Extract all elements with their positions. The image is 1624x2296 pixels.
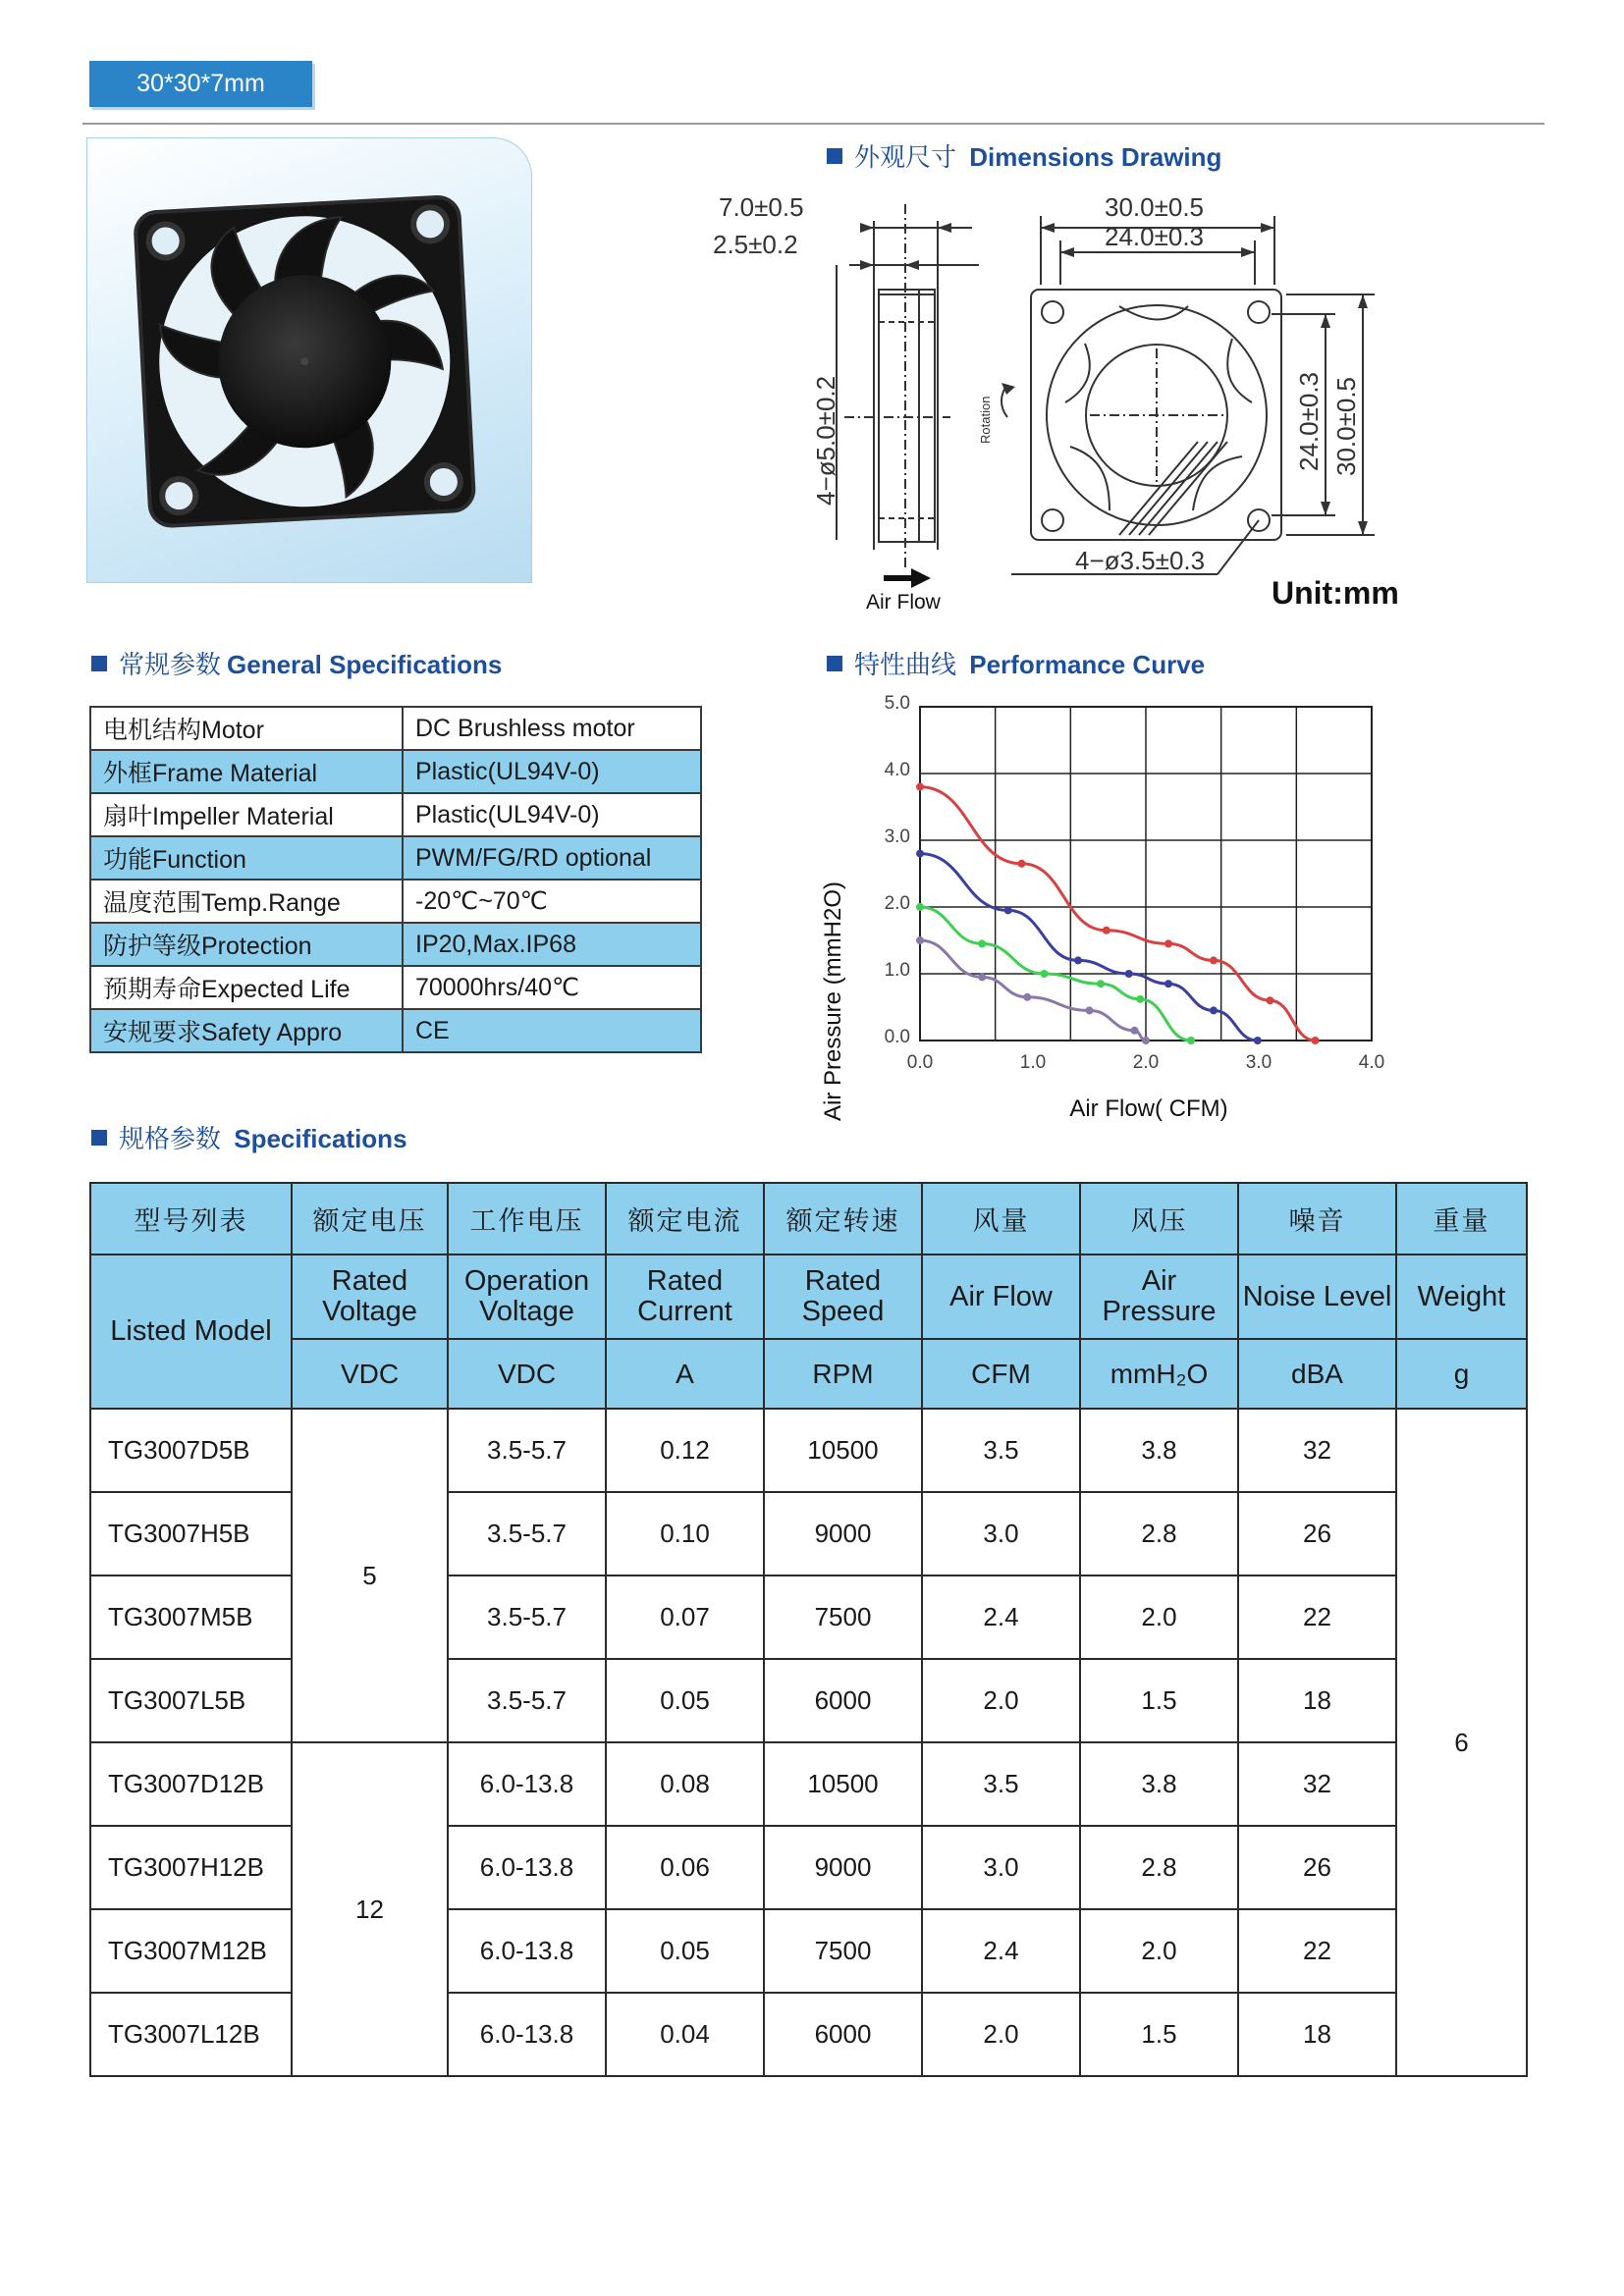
th-unit: VDC bbox=[292, 1339, 448, 1409]
unit-label: Unit:mm bbox=[1272, 575, 1399, 611]
section-bullet bbox=[827, 656, 842, 671]
spec-key: 功能Function bbox=[90, 836, 403, 880]
x-tick-label: 0.0 bbox=[906, 1052, 934, 1073]
x-tick-label: 2.0 bbox=[1132, 1052, 1160, 1073]
data-point bbox=[1267, 996, 1274, 1004]
cell-air-flow: 2.0 bbox=[922, 1659, 1080, 1742]
data-point bbox=[1210, 956, 1218, 964]
data-point bbox=[1187, 1037, 1195, 1044]
data-point bbox=[1164, 980, 1172, 988]
cell-weight: 6 bbox=[1396, 1409, 1527, 2076]
th-unit: RPM bbox=[764, 1339, 922, 1409]
th-unit: A bbox=[606, 1339, 764, 1409]
data-point bbox=[1018, 860, 1026, 868]
data-point bbox=[978, 939, 986, 947]
cell-noise: 26 bbox=[1238, 1826, 1396, 1909]
cell-current: 0.04 bbox=[606, 1993, 764, 2076]
data-point bbox=[1041, 970, 1049, 978]
general-specs-table bbox=[89, 706, 702, 1053]
cell-speed: 6000 bbox=[764, 1659, 922, 1742]
cell-air-flow: 3.0 bbox=[922, 1492, 1080, 1575]
size-tag: 30*30*7mm bbox=[89, 61, 312, 107]
cell-noise: 22 bbox=[1238, 1575, 1396, 1659]
th-cn: 额定电流 bbox=[606, 1183, 764, 1255]
th-unit: mmH₂O bbox=[1080, 1339, 1238, 1409]
th-cn: 噪音 bbox=[1238, 1183, 1396, 1255]
cell-model: TG3007M5B bbox=[90, 1575, 292, 1659]
spec-row bbox=[90, 836, 701, 880]
data-point bbox=[1125, 970, 1133, 978]
spec-row bbox=[90, 966, 701, 1009]
th-unit: VDC bbox=[448, 1339, 606, 1409]
th-en: Operation Voltage bbox=[448, 1255, 606, 1339]
cell-speed: 9000 bbox=[764, 1492, 922, 1575]
spec-row bbox=[90, 707, 701, 750]
cell-air-pressure: 1.5 bbox=[1080, 1993, 1238, 2076]
spec-value: IP20,Max.IP68 bbox=[403, 923, 701, 966]
y-tick-label: 1.0 bbox=[884, 960, 910, 981]
cell-model: TG3007D12B bbox=[90, 1742, 292, 1826]
rotation-label: Rotation bbox=[978, 396, 993, 444]
th-cn: 风压 bbox=[1080, 1183, 1238, 1255]
data-point bbox=[978, 973, 986, 981]
th-en: Air Flow bbox=[922, 1255, 1080, 1339]
cell-op-voltage: 6.0-13.8 bbox=[448, 1993, 606, 2076]
th-unit: dBA bbox=[1238, 1339, 1396, 1409]
cell-noise: 18 bbox=[1238, 1993, 1396, 2076]
cell-noise: 32 bbox=[1238, 1742, 1396, 1826]
data-point bbox=[1086, 1006, 1094, 1014]
y-tick-label: 0.0 bbox=[884, 1027, 910, 1047]
cell-rated-voltage: 12 bbox=[292, 1742, 448, 2076]
th-cn: 工作电压 bbox=[448, 1183, 606, 1255]
spec-value: CE bbox=[403, 1009, 701, 1052]
cell-current: 0.12 bbox=[606, 1409, 764, 1492]
general-title-cn: 常规参数 bbox=[119, 650, 222, 679]
data-point bbox=[1136, 995, 1144, 1003]
spec-row bbox=[90, 750, 701, 793]
spec-row bbox=[90, 923, 701, 966]
spec-key: 预期寿命Expected Life bbox=[90, 966, 403, 1009]
cell-current: 0.05 bbox=[606, 1659, 764, 1742]
cell-speed: 7500 bbox=[764, 1909, 922, 1993]
data-point bbox=[916, 783, 924, 791]
cell-speed: 6000 bbox=[764, 1993, 922, 2076]
cell-speed: 9000 bbox=[764, 1826, 922, 1909]
cell-model: TG3007M12B bbox=[90, 1909, 292, 1993]
air-flow-label: Air Flow bbox=[866, 591, 941, 614]
spec-value: 70000hrs/40℃ bbox=[403, 966, 701, 1009]
th-unit: CFM bbox=[922, 1339, 1080, 1409]
data-point bbox=[916, 850, 924, 858]
th-cn: 额定电压 bbox=[292, 1183, 448, 1255]
spec-row bbox=[90, 1009, 701, 1052]
data-point bbox=[1312, 1037, 1320, 1044]
x-axis-label: Air Flow( CFM) bbox=[1069, 1095, 1228, 1122]
cell-air-pressure: 2.0 bbox=[1080, 1575, 1238, 1659]
spec-row bbox=[90, 880, 701, 923]
cell-noise: 32 bbox=[1238, 1409, 1396, 1492]
th-cn: 型号列表 bbox=[90, 1183, 292, 1255]
y-tick-label: 3.0 bbox=[884, 827, 910, 847]
cell-noise: 26 bbox=[1238, 1492, 1396, 1575]
cell-speed: 10500 bbox=[764, 1409, 922, 1492]
data-point bbox=[1210, 1006, 1218, 1014]
cell-model: TG3007L12B bbox=[90, 1993, 292, 2076]
spec-value: Plastic(UL94V-0) bbox=[403, 750, 701, 793]
cell-model: TG3007H5B bbox=[90, 1492, 292, 1575]
cell-air-pressure: 2.0 bbox=[1080, 1909, 1238, 1993]
x-tick-label: 1.0 bbox=[1019, 1052, 1047, 1073]
data-point bbox=[1023, 993, 1031, 1001]
header-row-en bbox=[90, 1255, 1527, 1339]
cell-rated-voltage: 5 bbox=[292, 1409, 448, 1742]
data-point bbox=[1142, 1037, 1150, 1044]
y-axis-label: Air Pressure (mmH2O) bbox=[820, 881, 846, 1122]
dim-outer-width: 30.0±0.5 bbox=[1105, 192, 1205, 222]
y-tick-label: 4.0 bbox=[884, 760, 910, 780]
performance-title-en: Performance Curve bbox=[969, 650, 1206, 679]
specifications-title-en: Specifications bbox=[234, 1124, 407, 1153]
header-divider bbox=[82, 123, 1544, 125]
cell-current: 0.10 bbox=[606, 1492, 764, 1575]
th-cn: 风量 bbox=[922, 1183, 1080, 1255]
dim-side-hole: 4−ø5.0±0.2 bbox=[811, 375, 840, 506]
performance-title bbox=[827, 645, 1205, 681]
cell-op-voltage: 6.0-13.8 bbox=[448, 1909, 606, 1993]
cell-air-flow: 2.4 bbox=[922, 1575, 1080, 1659]
cell-model: TG3007D5B bbox=[90, 1409, 292, 1492]
spec-value: PWM/FG/RD optional bbox=[403, 836, 701, 880]
cell-air-flow: 2.4 bbox=[922, 1909, 1080, 1993]
cell-model: TG3007H12B bbox=[90, 1826, 292, 1909]
th-unit: g bbox=[1396, 1339, 1527, 1409]
cell-air-pressure: 3.8 bbox=[1080, 1742, 1238, 1826]
cell-air-pressure: 1.5 bbox=[1080, 1659, 1238, 1742]
y-tick-label: 2.0 bbox=[884, 893, 910, 914]
th-cn: 额定转速 bbox=[764, 1183, 922, 1255]
cell-op-voltage: 6.0-13.8 bbox=[448, 1742, 606, 1826]
dimensions-drawing bbox=[687, 177, 1473, 628]
dim-hole-pitch: 24.0±0.3 bbox=[1105, 222, 1205, 251]
spec-key: 外框Frame Material bbox=[90, 750, 403, 793]
specifications-title-cn: 规格参数 bbox=[119, 1124, 222, 1153]
th-cn: 重量 bbox=[1396, 1183, 1527, 1255]
spec-key: 扇叶Impeller Material bbox=[90, 793, 403, 836]
dim-mount-holes: 4−ø3.5±0.3 bbox=[1075, 546, 1206, 575]
cell-op-voltage: 3.5-5.7 bbox=[448, 1492, 606, 1575]
cell-air-flow: 3.0 bbox=[922, 1826, 1080, 1909]
th-en: Rated Current bbox=[606, 1255, 764, 1339]
spec-value: DC Brushless motor bbox=[403, 707, 701, 750]
cell-air-pressure: 2.8 bbox=[1080, 1492, 1238, 1575]
data-point bbox=[916, 936, 924, 944]
th-en: Noise Level bbox=[1238, 1255, 1396, 1339]
section-bullet bbox=[91, 1130, 107, 1146]
series-line bbox=[920, 787, 1316, 1041]
spec-value: Plastic(UL94V-0) bbox=[403, 793, 701, 836]
spec-key: 电机结构Motor bbox=[90, 707, 403, 750]
cell-air-flow: 2.0 bbox=[922, 1993, 1080, 2076]
general-title-en: General Specifications bbox=[227, 650, 503, 679]
cell-op-voltage: 6.0-13.8 bbox=[448, 1826, 606, 1909]
spec-key: 安规要求Safety Appro bbox=[90, 1009, 403, 1052]
spec-key: 防护等级Protection bbox=[90, 923, 403, 966]
cell-op-voltage: 3.5-5.7 bbox=[448, 1409, 606, 1492]
cell-air-flow: 3.5 bbox=[922, 1409, 1080, 1492]
cell-op-voltage: 3.5-5.7 bbox=[448, 1575, 606, 1659]
dim-side-width: 7.0±0.5 bbox=[719, 192, 804, 222]
table-row bbox=[90, 1409, 1527, 1492]
cell-noise: 18 bbox=[1238, 1659, 1396, 1742]
series-line bbox=[920, 940, 1146, 1041]
cell-current: 0.08 bbox=[606, 1742, 764, 1826]
data-point bbox=[1103, 927, 1110, 934]
dimensions-title-cn: 外观尺寸 bbox=[854, 142, 957, 172]
spec-value: -20℃~70℃ bbox=[403, 880, 701, 923]
th-listed-model: Listed Model bbox=[90, 1255, 292, 1409]
dimensions-title-en: Dimensions Drawing bbox=[969, 142, 1222, 172]
data-point bbox=[1131, 1027, 1139, 1035]
performance-chart bbox=[815, 687, 1404, 1139]
table-row bbox=[90, 1742, 1527, 1826]
section-bullet bbox=[91, 656, 107, 671]
th-en: Weight bbox=[1396, 1255, 1527, 1339]
general-specs-title bbox=[91, 645, 502, 681]
dimensions-title bbox=[827, 137, 1221, 174]
cell-air-pressure: 3.8 bbox=[1080, 1409, 1238, 1492]
y-tick-label: 5.0 bbox=[884, 693, 910, 714]
cell-noise: 22 bbox=[1238, 1909, 1396, 1993]
cell-current: 0.05 bbox=[606, 1909, 764, 1993]
cell-speed: 7500 bbox=[764, 1575, 922, 1659]
cell-air-flow: 3.5 bbox=[922, 1742, 1080, 1826]
data-point bbox=[1074, 956, 1082, 964]
cell-air-pressure: 2.8 bbox=[1080, 1826, 1238, 1909]
specifications-title bbox=[91, 1119, 407, 1155]
cell-speed: 10500 bbox=[764, 1742, 922, 1826]
spec-key: 温度范围Temp.Range bbox=[90, 880, 403, 923]
performance-title-cn: 特性曲线 bbox=[854, 650, 957, 679]
spec-row bbox=[90, 793, 701, 836]
product-photo bbox=[86, 137, 532, 583]
data-point bbox=[1097, 980, 1105, 988]
specifications-table bbox=[89, 1182, 1528, 2077]
x-tick-label: 4.0 bbox=[1358, 1052, 1385, 1073]
th-en: Rated Voltage bbox=[292, 1255, 448, 1339]
data-point bbox=[916, 903, 924, 911]
header-row-units bbox=[90, 1339, 1527, 1409]
data-point bbox=[1004, 906, 1012, 914]
header-row-cn bbox=[90, 1183, 1527, 1255]
dim-side-flange: 2.5±0.2 bbox=[713, 230, 798, 259]
data-point bbox=[1254, 1037, 1262, 1044]
th-en: Air Pressure bbox=[1080, 1255, 1238, 1339]
th-en: Rated Speed bbox=[764, 1255, 922, 1339]
section-bullet bbox=[827, 148, 842, 164]
cell-current: 0.06 bbox=[606, 1826, 764, 1909]
fan-photo-illustration bbox=[87, 138, 531, 582]
x-tick-label: 3.0 bbox=[1245, 1052, 1272, 1073]
dim-outer-height: 30.0±0.5 bbox=[1331, 376, 1361, 476]
dim-hole-pitch-vertical: 24.0±0.3 bbox=[1294, 371, 1324, 471]
cell-current: 0.07 bbox=[606, 1575, 764, 1659]
cell-model: TG3007L5B bbox=[90, 1659, 292, 1742]
cell-op-voltage: 3.5-5.7 bbox=[448, 1659, 606, 1742]
data-point bbox=[1164, 939, 1172, 947]
